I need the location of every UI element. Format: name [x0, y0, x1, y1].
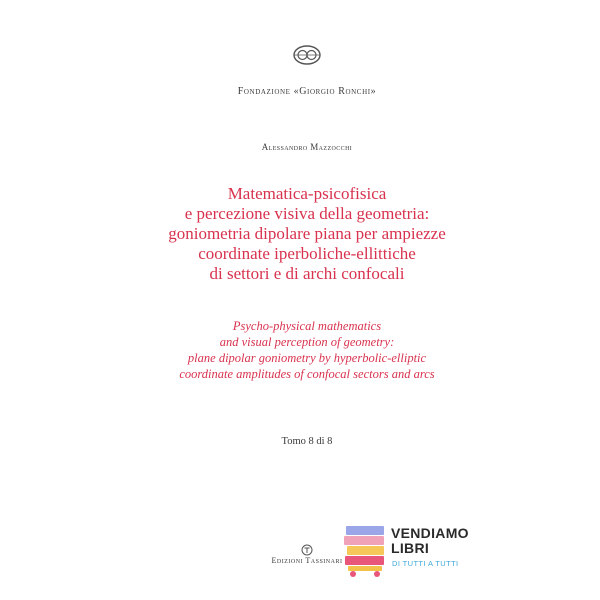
title-italian-line: goniometria dipolare piana per ampiezze — [168, 224, 446, 243]
foundation-emblem-icon — [292, 44, 322, 66]
volume-number: Tomo 8 di 8 — [281, 436, 333, 447]
title-english-line: Psycho-physical mathematics — [232, 319, 382, 333]
title-english-line: plane dipolar goniometry by hyperbolic-elliptic — [187, 351, 427, 365]
title-italian — [122, 184, 492, 284]
author-name: Alessandro Mazzocchi — [261, 142, 353, 152]
title-english-line: and visual perception of geometry: — [219, 335, 395, 349]
foundation-logo — [122, 44, 492, 68]
title-italian-line: e percezione visiva della geometria: — [184, 204, 430, 223]
title-english — [122, 318, 492, 382]
badge-brand-line2: LIBRI — [391, 540, 430, 556]
badge-tagline: DI TUTTI A TUTTI — [392, 559, 459, 568]
title-italian-line: Matematica-psicofisica — [227, 184, 387, 203]
book-cover — [122, 22, 492, 578]
title-italian-line: di settori e di archi confocali — [209, 264, 405, 283]
publisher-emblem-icon — [301, 544, 313, 556]
title-english-line: coordinate amplitudes of confocal sectors and arcs — [179, 367, 435, 381]
badge-brand-line1: VENDIAMO — [391, 525, 469, 541]
foundation-name: Fondazione «Giorgio Ronchi» — [237, 86, 377, 97]
publisher-name: Edizioni Tassinari — [271, 556, 343, 565]
book-stack-icon — [344, 524, 388, 578]
vendiamo-libri-badge — [344, 520, 479, 582]
title-italian-line: coordinate iperboliche-ellittiche — [198, 244, 416, 263]
